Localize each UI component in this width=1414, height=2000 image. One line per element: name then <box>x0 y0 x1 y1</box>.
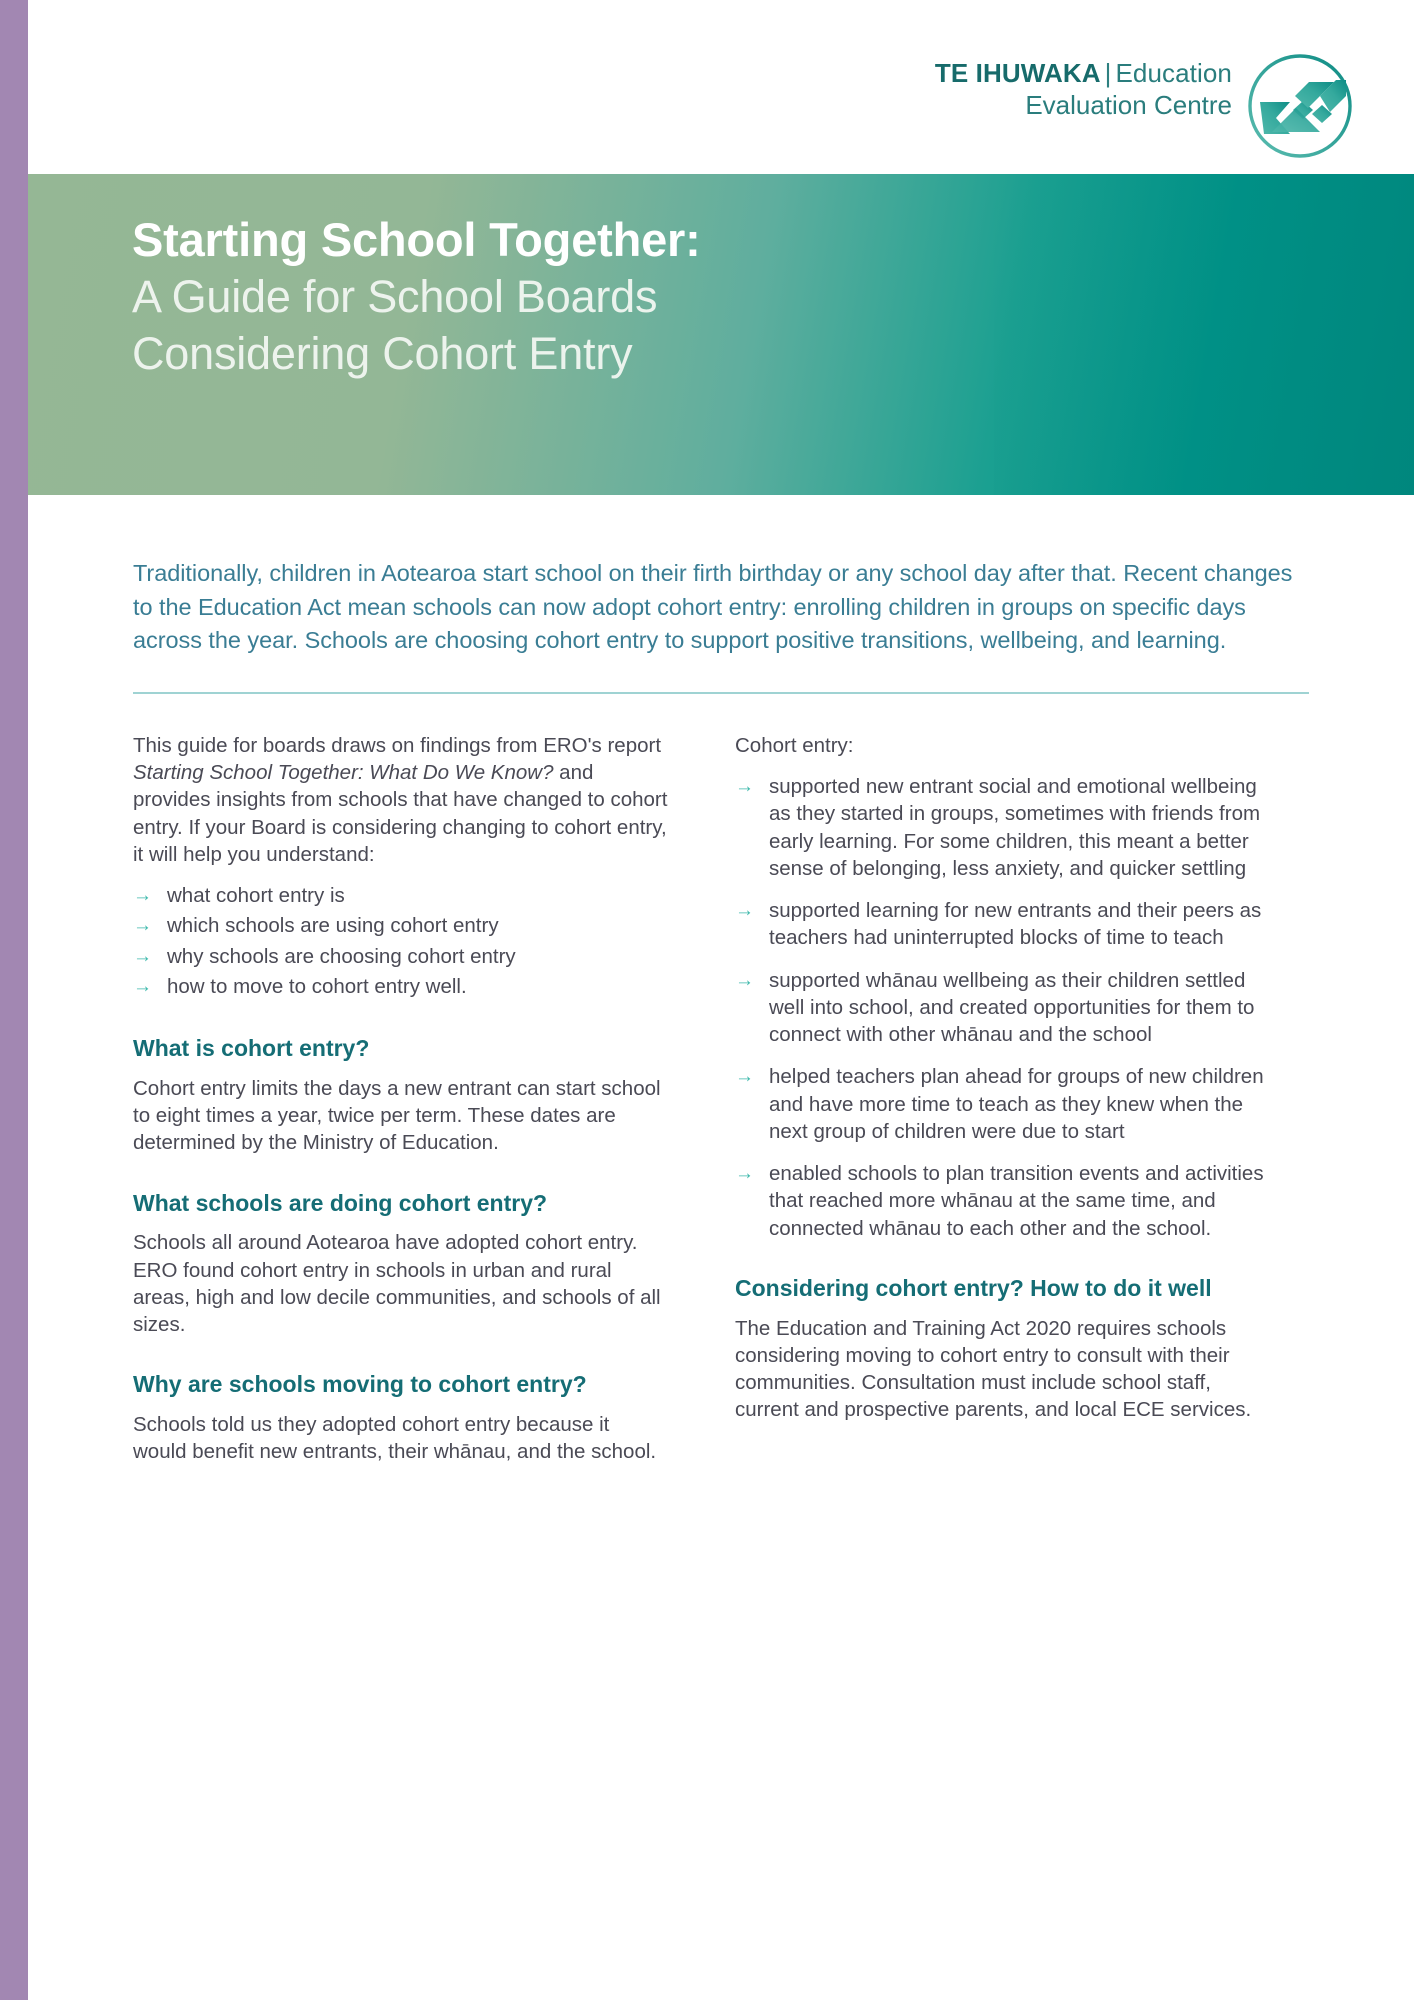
horizontal-divider <box>133 692 1309 694</box>
list-item <box>735 967 1280 1049</box>
list-item-label: supported learning for new entrants and their peers as teachers had uninterrupted blocks of time to teach <box>769 899 1262 950</box>
page-header <box>28 0 1414 174</box>
opening-part-2: and provides insights from schools that have changed to cohort entry. If your Board is considering changing to cohort entry, it will help you understand: <box>133 761 668 866</box>
ero-circular-emblem-icon <box>1246 52 1354 160</box>
list-item-label: enabled schools to plan transition events and activities that reached more whānau at the same time, and connected whānau to each other and the school. <box>769 1162 1264 1240</box>
left-column <box>133 732 668 1466</box>
opening-part-1: This guide for boards draws on findings from ERO's report <box>133 733 662 757</box>
list-item-label: how to move to cohort entry well. <box>167 974 467 998</box>
section-body-considering-cohort-entry: The Education and Training Act 2020 requires schools considering moving to cohort entry to consult with their communities. Consultation must include school staff, current and prospective parents, and local ECE services. <box>735 1316 1252 1422</box>
cohort-entry-lead-in: Cohort entry: <box>735 733 854 757</box>
page-title-sub-line-1: A Guide for School Boards <box>132 271 658 323</box>
arrow-icon: → <box>133 915 152 937</box>
list-item <box>735 773 1280 882</box>
arrow-icon: → <box>133 945 152 967</box>
arrow-icon: → <box>735 776 754 798</box>
title-banner <box>28 174 1414 495</box>
section-body-what-schools-are-doing: Schools all around Aotearoa have adopted cohort entry. ERO found cohort entry in schools in urban and rural areas, high and low decile communities, and schools of all sizes. <box>133 1231 661 1337</box>
section-body-why-schools-moving: Schools told us they adopted cohort entry because it would benefit new entrants, their whānau, and the school. <box>133 1413 657 1464</box>
logo-te: TE <box>934 58 976 88</box>
logo-divider: | <box>1104 58 1112 88</box>
arrow-icon: → <box>735 969 754 991</box>
list-item-label: supported whānau wellbeing as their children settled well into school, and created opportunities for them to connect with other whānau and the school <box>769 968 1255 1047</box>
guide-opening-paragraph <box>133 732 668 868</box>
two-column-layout <box>133 732 1310 1466</box>
section-heading-why-schools-moving: Why are schools moving to cohort entry? <box>133 1371 587 1398</box>
list-item <box>133 973 668 1000</box>
ero-logo-lockup <box>935 52 1354 160</box>
list-item-label: supported new entrant social and emotional wellbeing as they started in groups, sometimes with friends from early learning. For some children, this meant a better sense of belonging, less anxiety, and quicker settling <box>769 775 1261 880</box>
list-item-label: which schools are using cohort entry <box>167 914 499 938</box>
section-heading-what-schools-are-doing: What schools are doing cohort entry? <box>133 1189 548 1216</box>
section-body-what-is-cohort-entry: Cohort entry limits the days a new entrant can start school to eight times a year, twice per term. These dates are determined by the Ministry of Education. <box>133 1076 661 1155</box>
arrow-icon: → <box>735 900 754 922</box>
logo-line-1 <box>935 57 1232 89</box>
logo-wordmark <box>935 52 1232 121</box>
section-heading-what-is-cohort-entry: What is cohort entry? <box>133 1035 370 1062</box>
report-title-italic: Starting School Together: What Do We Know? <box>133 761 554 785</box>
left-purple-spine <box>0 0 28 2000</box>
section-heading-considering-cohort-entry: Considering cohort entry? How to do it well <box>735 1274 1212 1301</box>
logo-education: Education <box>1115 58 1232 88</box>
list-item <box>735 1063 1280 1145</box>
list-item <box>133 912 668 939</box>
list-item-label: why schools are choosing cohort entry <box>167 944 516 968</box>
logo-line-2: Evaluation Centre <box>1025 90 1232 121</box>
intro-paragraph: Traditionally, children in Aotearoa start school on their firth birthday or any school day after that. Recent changes to the Education Act mean schools can now adopt cohort entry: enrolling children in groups on specific days across the year. Schools are choosing cohort entry to support positive transitions, wellbeing, and learning. <box>133 560 1293 654</box>
page-title-main: Starting School Together: <box>132 213 701 266</box>
list-item <box>735 1160 1280 1242</box>
page-title-sub-line-2: Considering Cohort Entry <box>132 327 633 379</box>
list-item-label: what cohort entry is <box>167 884 345 908</box>
logo-ihuwaka: IHUWAKA <box>975 58 1101 88</box>
arrow-icon: → <box>133 885 152 907</box>
right-column <box>735 732 1280 1466</box>
list-item <box>735 897 1280 952</box>
arrow-icon: → <box>735 1066 754 1088</box>
banner-content <box>28 174 1414 383</box>
list-item-label: helped teachers plan ahead for groups of new children and have more time to teach as they knew when the next group of children were due to start <box>769 1065 1264 1143</box>
list-item <box>133 943 668 970</box>
arrow-icon: → <box>735 1163 754 1185</box>
list-item <box>133 882 668 909</box>
cohort-entry-benefits-list <box>735 773 1280 1242</box>
arrow-icon: → <box>133 975 152 997</box>
understand-bullet-list <box>133 882 668 1000</box>
document-body <box>28 495 1414 1466</box>
